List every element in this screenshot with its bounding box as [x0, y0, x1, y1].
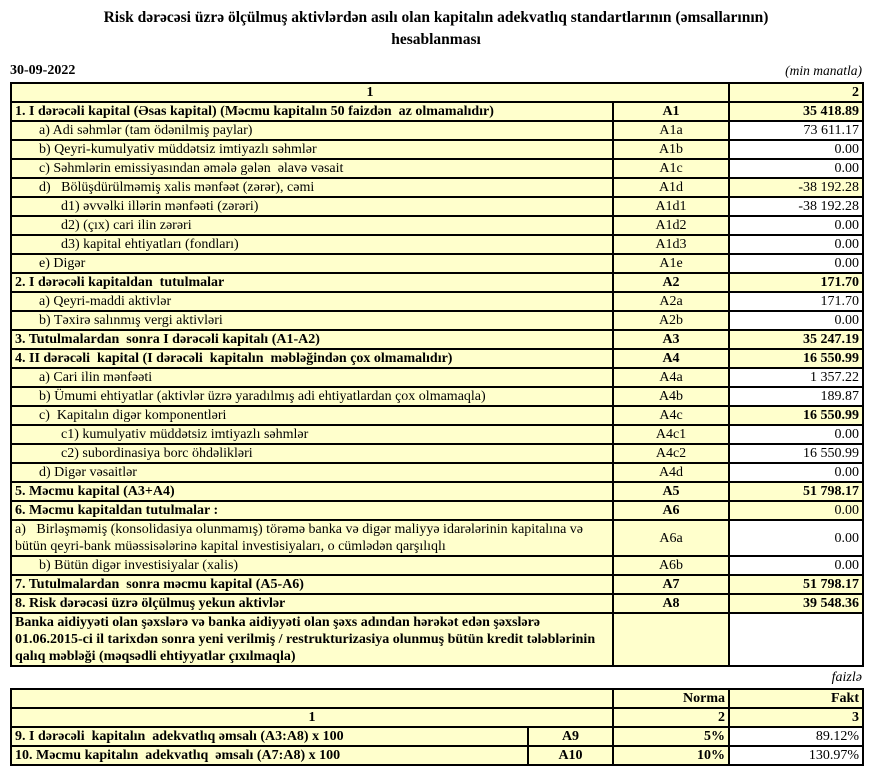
page-title [16, 7, 856, 50]
row-label: 7. Tutulmalardan sonra məcmu kapital (A5-A6) [11, 575, 613, 594]
ratio-table [10, 688, 864, 766]
table-row [11, 556, 863, 575]
row-code: A7 [613, 575, 729, 594]
table-row [11, 159, 863, 178]
row-label: a) Adi səhmlər (tam ödənilmiş paylar) [11, 121, 613, 140]
capital-table [10, 82, 864, 667]
row-label: b) Bütün digər investisiyalar (xalis) [11, 556, 613, 575]
ratio-row [11, 727, 863, 746]
row-value: 0.00 [729, 463, 863, 482]
unit-note: (min manatla) [785, 63, 862, 79]
row-value: 171.70 [729, 273, 863, 292]
row-value: 35 418.89 [729, 102, 863, 121]
row-label: d) Bölüşdürülməmiş xalis mənfəət (zərər), cəmi [11, 178, 613, 197]
report-date: 30-09-2022 [10, 63, 76, 79]
table-row [11, 102, 863, 121]
table-row [11, 387, 863, 406]
row-value: 0.00 [729, 556, 863, 575]
table-row [11, 273, 863, 292]
row-value: -38 192.28 [729, 178, 863, 197]
row-label: d3) kapital ehtiyatları (fondları) [11, 235, 613, 254]
row-label: 3. Tutulmalardan sonra I dərəcəli kapitalı (A1-A2) [11, 330, 613, 349]
row-code: A4c2 [613, 444, 729, 463]
table-row [11, 311, 863, 330]
row-code: A4c [613, 406, 729, 425]
row-label: 1. I dərəcəli kapital (Əsas kapital) (Məcmu kapitalın 50 faizdən az olmamalıdır) [11, 102, 613, 121]
ratio-num-2: 2 [613, 708, 729, 727]
ratio-label: 10. Məcmu kapitalın adekvatlıq əmsalı (A7:A8) x 100 [11, 746, 528, 765]
row-code: A1d1 [613, 197, 729, 216]
row-code: A1a [613, 121, 729, 140]
row-value: 51 798.17 [729, 482, 863, 501]
row-code: A3 [613, 330, 729, 349]
row-label: 4. II dərəcəli kapital (I dərəcəli kapitalın məbləğindən çox olmamalıdır) [11, 349, 613, 368]
row-value: 0.00 [729, 311, 863, 330]
row-value: 189.87 [729, 387, 863, 406]
table-row [11, 368, 863, 387]
capital-table-header-row [11, 83, 863, 102]
row-value: 16 550.99 [729, 406, 863, 425]
table-row [11, 425, 863, 444]
row-value: 0.00 [729, 520, 863, 556]
row-code: A4c1 [613, 425, 729, 444]
row-label: c2) subordinasiya borc öhdəlikləri [11, 444, 613, 463]
row-label: c1) kumulyativ müddətsiz imtiyazlı səhmlər [11, 425, 613, 444]
row-code: A1b [613, 140, 729, 159]
row-code: A4b [613, 387, 729, 406]
table-row [11, 613, 863, 666]
row-label: d1) əvvəlki illərin mənfəəti (zərəri) [11, 197, 613, 216]
row-label: c) Səhmlərin emissiyasından əmələ gələn əlavə vəsait [11, 159, 613, 178]
table-row [11, 121, 863, 140]
row-label: e) Digər [11, 254, 613, 273]
row-code: A1e [613, 254, 729, 273]
row-code: A2 [613, 273, 729, 292]
row-value [729, 613, 863, 666]
row-label: 8. Risk dərəcəsi üzrə ölçülmuş yekun aktivlər [11, 594, 613, 613]
ratio-header-empty [11, 689, 613, 708]
row-value: 16 550.99 [729, 349, 863, 368]
table-row [11, 197, 863, 216]
row-label: d) Digər vəsaitlər [11, 463, 613, 482]
table-row [11, 575, 863, 594]
row-label: b) Qeyri-kumulyativ müddətsiz imtiyazlı səhmlər [11, 140, 613, 159]
row-value: 171.70 [729, 292, 863, 311]
row-value: 0.00 [729, 425, 863, 444]
header-col-1: 1 [11, 83, 729, 102]
table-row [11, 216, 863, 235]
ratio-number-row [11, 708, 863, 727]
row-label: b) Təxirə salınmış vergi aktivləri [11, 311, 613, 330]
row-value: 0.00 [729, 140, 863, 159]
row-value: 73 611.17 [729, 121, 863, 140]
table-row [11, 235, 863, 254]
table-row [11, 482, 863, 501]
row-code: A4 [613, 349, 729, 368]
row-label: 2. I dərəcəli kapitaldan tutulmalar [11, 273, 613, 292]
ratio-num-1: 1 [11, 708, 613, 727]
row-label: Banka aidiyyəti olan şəxslərə və banka aidiyyəti olan şəxs adından hərəkət edən şəxslərə 01.06.2015-ci il tarixdən sonra yeni verilmiş / restrukturizasiya olunmuş bütün kredit tələblərinin qalıq məbləği (məqsədli ehtiyyatlar çıxılmaqla) [11, 613, 613, 666]
row-label: 6. Məcmu kapitaldan tutulmalar : [11, 501, 613, 520]
table-row [11, 501, 863, 520]
ratio-num-3: 3 [729, 708, 863, 727]
row-label: a) Cari ilin mənfəəti [11, 368, 613, 387]
table-row [11, 254, 863, 273]
row-value: 0.00 [729, 254, 863, 273]
ratio-header-row [11, 689, 863, 708]
row-code: A6b [613, 556, 729, 575]
row-value: 35 247.19 [729, 330, 863, 349]
table-row [11, 444, 863, 463]
row-value: 39 548.36 [729, 594, 863, 613]
row-value: 0.00 [729, 216, 863, 235]
row-value: -38 192.28 [729, 197, 863, 216]
row-code [613, 613, 729, 666]
row-code: A6 [613, 501, 729, 520]
row-value: 0.00 [729, 501, 863, 520]
table-row [11, 406, 863, 425]
row-code: A1d3 [613, 235, 729, 254]
ratio-label: 9. I dərəcəli kapitalın adekvatlıq əmsalı (A3:A8) x 100 [11, 727, 528, 746]
ratio-header-norma: Norma [613, 689, 729, 708]
page-title-line1: Risk dərəcəsi üzrə ölçülmuş aktivlərdən asılı olan kapitalın adekvatlıq standartlarının (əmsallarının) [103, 9, 769, 26]
row-code: A1d2 [613, 216, 729, 235]
row-value: 1 357.22 [729, 368, 863, 387]
page-title-line2: hesablanması [391, 30, 481, 48]
row-code: A1 [613, 102, 729, 121]
row-value: 0.00 [729, 235, 863, 254]
ratio-fakt-value: 89.12% [729, 727, 863, 746]
row-code: A4d [613, 463, 729, 482]
ratio-norma-value: 5% [613, 727, 729, 746]
row-label: 5. Məcmu kapital (A3+A4) [11, 482, 613, 501]
row-value: 51 798.17 [729, 575, 863, 594]
row-code: A2a [613, 292, 729, 311]
percent-note: faizlə [831, 670, 862, 686]
ratio-fakt-value: 130.97% [729, 746, 863, 765]
table-row [11, 349, 863, 368]
ratio-row [11, 746, 863, 765]
row-label: a) Qeyri-maddi aktivlər [11, 292, 613, 311]
table-row [11, 463, 863, 482]
row-label: c) Kapitalın digər komponentləri [11, 406, 613, 425]
table-row [11, 330, 863, 349]
row-value: 0.00 [729, 159, 863, 178]
row-label: b) Ümumi ehtiyatlar (aktivlər üzrə yaradılmış adi ehtiyatlardan çox olmamaqla) [11, 387, 613, 406]
ratio-code: A10 [528, 746, 613, 765]
row-code: A1c [613, 159, 729, 178]
meta-row [10, 63, 862, 79]
row-code: A8 [613, 594, 729, 613]
row-code: A1d [613, 178, 729, 197]
row-label: a) Birləşməmiş (konsolidasiya olunmamış) törəmə banka və digər maliyyə idarələrinin kapitalına və bütün qeyri-bank müəssisələrinə kapital investisiyaları, o cümlədən qarşılıqlı [11, 520, 613, 556]
row-code: A5 [613, 482, 729, 501]
row-code: A2b [613, 311, 729, 330]
ratio-header-fakt: Fakt [729, 689, 863, 708]
table-row [11, 178, 863, 197]
table-row [11, 520, 863, 556]
row-value: 16 550.99 [729, 444, 863, 463]
row-code: A4a [613, 368, 729, 387]
header-col-2: 2 [729, 83, 863, 102]
row-label: d2) (çıx) cari ilin zərəri [11, 216, 613, 235]
ratio-norma-value: 10% [613, 746, 729, 765]
table-row [11, 140, 863, 159]
table-row [11, 292, 863, 311]
ratio-code: A9 [528, 727, 613, 746]
table-row [11, 594, 863, 613]
row-code: A6a [613, 520, 729, 556]
